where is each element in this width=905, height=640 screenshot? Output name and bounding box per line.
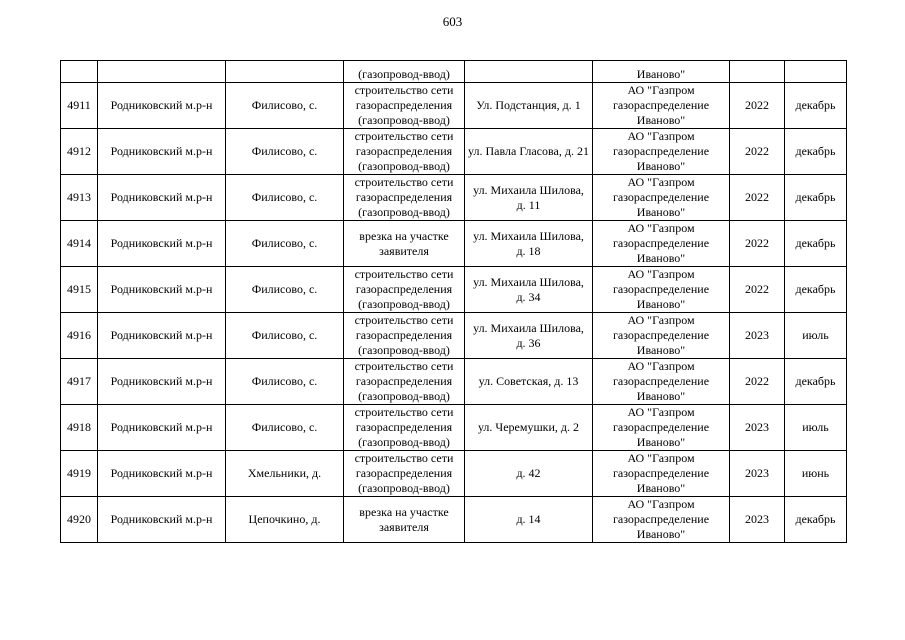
cell-address: ул. Советская, д. 13	[465, 359, 593, 405]
cell-address: Ул. Подстанция, д. 1	[465, 83, 593, 129]
cell-settlement: Филисово, с.	[226, 221, 344, 267]
cell-month: декабрь	[785, 267, 847, 313]
cell-district	[98, 61, 226, 83]
table-row	[61, 451, 847, 497]
cell-month: декабрь	[785, 359, 847, 405]
cell-organization: АО "Газпром газораспределение Иваново"	[593, 313, 730, 359]
cell-year: 2022	[730, 267, 785, 313]
cell-year: 2023	[730, 497, 785, 543]
cell-year: 2022	[730, 175, 785, 221]
cell-address: д. 14	[465, 497, 593, 543]
table-row	[61, 313, 847, 359]
cell-year: 2022	[730, 359, 785, 405]
cell-address	[465, 61, 593, 83]
cell-month: декабрь	[785, 497, 847, 543]
cell-settlement: Филисово, с.	[226, 405, 344, 451]
cell-year: 2022	[730, 129, 785, 175]
gasification-table	[60, 60, 847, 543]
cell-district: Родниковский м.р-н	[98, 359, 226, 405]
cell-district: Родниковский м.р-н	[98, 405, 226, 451]
cell-organization: АО "Газпром газораспределение Иваново"	[593, 175, 730, 221]
cell-address: д. 42	[465, 451, 593, 497]
cell-year: 2023	[730, 405, 785, 451]
cell-address: ул. Черемушки, д. 2	[465, 405, 593, 451]
cell-address: ул. Михаила Шилова, д. 11	[465, 175, 593, 221]
cell-number: 4915	[61, 267, 98, 313]
table-row	[61, 129, 847, 175]
cell-district: Родниковский м.р-н	[98, 175, 226, 221]
cell-organization: АО "Газпром газораспределение Иваново"	[593, 267, 730, 313]
cell-number: 4913	[61, 175, 98, 221]
cell-month: июль	[785, 405, 847, 451]
table-continuation-row	[61, 61, 847, 83]
cell-month: декабрь	[785, 129, 847, 175]
cell-year: 2022	[730, 221, 785, 267]
cell-settlement: Филисово, с.	[226, 175, 344, 221]
cell-organization: АО "Газпром газораспределение Иваново"	[593, 497, 730, 543]
table-row	[61, 497, 847, 543]
cell-number	[61, 61, 98, 83]
cell-number: 4920	[61, 497, 98, 543]
cell-district: Родниковский м.р-н	[98, 221, 226, 267]
cell-year	[730, 61, 785, 83]
cell-settlement: Филисово, с.	[226, 267, 344, 313]
cell-month: декабрь	[785, 175, 847, 221]
table-row	[61, 221, 847, 267]
cell-district: Родниковский м.р-н	[98, 267, 226, 313]
cell-work-type: строительство сети газораспределения (газопровод-ввод)	[344, 83, 465, 129]
cell-month: июнь	[785, 451, 847, 497]
cell-work-type: строительство сети газораспределения (газопровод-ввод)	[344, 313, 465, 359]
cell-work-type: врезка на участке заявителя	[344, 497, 465, 543]
cell-number: 4912	[61, 129, 98, 175]
cell-month: декабрь	[785, 83, 847, 129]
cell-address: ул. Павла Гласова, д. 21	[465, 129, 593, 175]
cell-month: июль	[785, 313, 847, 359]
cell-settlement: Хмельники, д.	[226, 451, 344, 497]
cell-district: Родниковский м.р-н	[98, 83, 226, 129]
cell-district: Родниковский м.р-н	[98, 313, 226, 359]
table-row	[61, 83, 847, 129]
cell-work-type: строительство сети газораспределения (газопровод-ввод)	[344, 451, 465, 497]
cell-district: Родниковский м.р-н	[98, 451, 226, 497]
cell-address: ул. Михаила Шилова, д. 18	[465, 221, 593, 267]
cell-number: 4918	[61, 405, 98, 451]
cell-district: Родниковский м.р-н	[98, 129, 226, 175]
cell-work-type: строительство сети газораспределения (газопровод-ввод)	[344, 175, 465, 221]
cell-number: 4917	[61, 359, 98, 405]
cell-year: 2023	[730, 451, 785, 497]
cell-number: 4911	[61, 83, 98, 129]
table-row	[61, 175, 847, 221]
cell-work-type: строительство сети газораспределения (газопровод-ввод)	[344, 405, 465, 451]
cell-work-type: строительство сети газораспределения (газопровод-ввод)	[344, 129, 465, 175]
cell-settlement: Филисово, с.	[226, 83, 344, 129]
cell-organization: АО "Газпром газораспределение Иваново"	[593, 83, 730, 129]
page-number: 603	[442, 14, 463, 29]
cell-organization: АО "Газпром газораспределение Иваново"	[593, 405, 730, 451]
cell-settlement	[226, 61, 344, 83]
cell-work-type: (газопровод-ввод)	[344, 61, 465, 83]
cell-year: 2023	[730, 313, 785, 359]
cell-settlement: Цепочкино, д.	[226, 497, 344, 543]
cell-year: 2022	[730, 83, 785, 129]
table-row	[61, 405, 847, 451]
cell-address: ул. Михаила Шилова, д. 36	[465, 313, 593, 359]
cell-work-type: строительство сети газораспределения (газопровод-ввод)	[344, 267, 465, 313]
cell-organization: АО "Газпром газораспределение Иваново"	[593, 221, 730, 267]
cell-organization: АО "Газпром газораспределение Иваново"	[593, 129, 730, 175]
table-row	[61, 267, 847, 313]
cell-organization: АО "Газпром газораспределение Иваново"	[593, 451, 730, 497]
cell-number: 4919	[61, 451, 98, 497]
cell-settlement: Филисово, с.	[226, 359, 344, 405]
cell-work-type: строительство сети газораспределения (газопровод-ввод)	[344, 359, 465, 405]
table-body	[61, 61, 847, 543]
cell-number: 4914	[61, 221, 98, 267]
cell-work-type: врезка на участке заявителя	[344, 221, 465, 267]
cell-number: 4916	[61, 313, 98, 359]
cell-district: Родниковский м.р-н	[98, 497, 226, 543]
cell-organization: АО "Газпром газораспределение Иваново"	[593, 359, 730, 405]
cell-address: ул. Михаила Шилова, д. 34	[465, 267, 593, 313]
cell-month	[785, 61, 847, 83]
cell-organization: Иваново"	[593, 61, 730, 83]
cell-settlement: Филисово, с.	[226, 313, 344, 359]
table-row	[61, 359, 847, 405]
cell-settlement: Филисово, с.	[226, 129, 344, 175]
cell-month: декабрь	[785, 221, 847, 267]
